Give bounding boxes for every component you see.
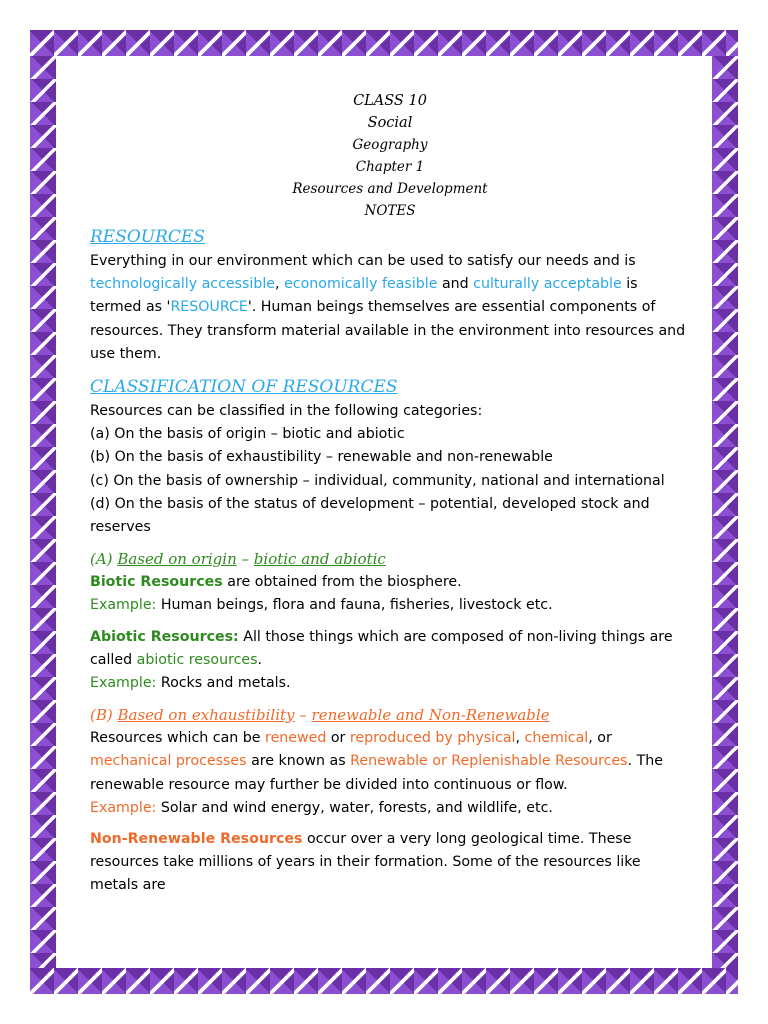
keyword-mechanical: mechanical processes <box>90 753 247 770</box>
text-run: are known as <box>246 753 351 770</box>
keyword-cult: culturally acceptable <box>473 276 622 293</box>
keyword-chemical: chemical <box>524 730 589 747</box>
example-label: Example: <box>90 799 157 816</box>
document-body <box>90 90 690 898</box>
biotic-label: Biotic Resources <box>90 574 223 591</box>
non-renewable-paragraph <box>90 828 690 898</box>
text-run: Human beings, flora and fauna, fisheries, livestock etc. <box>156 597 553 614</box>
notes-label: NOTES <box>364 203 416 219</box>
heading-word: CLASSIFICATION <box>90 377 247 398</box>
classification-intro: Resources can be classified in the following categories: <box>90 403 483 420</box>
border-right <box>712 56 738 968</box>
abiotic-label: Abiotic Resources: <box>90 628 239 645</box>
text-run: Based on origin <box>117 550 237 569</box>
border-bottom <box>30 968 738 994</box>
text-run: termed as ' <box>90 299 171 316</box>
origin-heading <box>90 547 690 571</box>
classification-item-a: (a) On the basis of origin – biotic and abiotic <box>90 426 405 443</box>
text-run: – <box>236 550 254 569</box>
text-run: All those things which are composed of non-living things are called <box>90 628 673 668</box>
subject-label: Social <box>367 115 413 131</box>
chapter-title: Resources and Development <box>292 181 488 197</box>
keyword-econ: economically feasible <box>284 276 438 293</box>
text-run: Resources which can be <box>90 730 266 747</box>
heading-word: RESOURCES <box>282 377 398 398</box>
text-run: and <box>437 276 474 293</box>
heading-word: OF <box>251 377 278 398</box>
classification-item-c: (c) On the basis of ownership – individual, community, national and international <box>90 472 665 489</box>
keyword-renewed: renewed <box>265 730 327 747</box>
classification-item-d: (d) On the basis of the status of development – potential, developed stock and reserves <box>90 495 650 536</box>
abiotic-example <box>90 672 690 695</box>
biotic-paragraph <box>90 571 690 594</box>
text-run: Everything in our environment which can be used to satisfy our needs and is <box>90 253 636 269</box>
text-run: renewable and Non-Renewable <box>311 706 550 725</box>
abiotic-paragraph <box>90 626 690 672</box>
text-run: , <box>275 276 285 293</box>
class-label: CLASS 10 <box>353 93 427 109</box>
text-run: – <box>294 706 312 725</box>
text-run: '. Human beings themselves are essential components of resources. They transform material available in the environment into resources and use them. <box>90 299 686 362</box>
document-header <box>90 90 690 222</box>
text-run: Based on exhaustibility <box>117 706 295 725</box>
text-run: Solar and wind energy, water, forests, and wildlife, etc. <box>156 799 553 816</box>
keyword-reproduced: reproduced by physical <box>349 730 516 747</box>
branch-label: Geography <box>352 137 428 153</box>
border-left <box>30 56 56 968</box>
keyword-renewable: Renewable or Replenishable Resources <box>350 753 628 770</box>
text-run: biotic and abiotic <box>253 550 386 569</box>
exhaust-heading <box>90 703 690 727</box>
example-label: Example: <box>90 597 157 614</box>
biotic-example <box>90 594 690 617</box>
classification-item-b: (b) On the basis of exhaustibility – renewable and non-renewable <box>90 449 553 466</box>
text-run: or <box>326 730 350 747</box>
keyword-abiotic: abiotic resources <box>136 651 258 668</box>
chapter-label: Chapter 1 <box>355 159 425 175</box>
keyword-tech: technologically accessible <box>90 276 276 293</box>
classification-heading <box>90 374 690 400</box>
renewable-example <box>90 797 690 820</box>
text-run: (B) <box>90 706 118 725</box>
text-run: (A) <box>90 550 118 569</box>
example-label: Example: <box>90 675 157 692</box>
resources-paragraph <box>90 250 690 366</box>
text-run: occur over a very long geological time. These resources take millions of years in their formation. Some of the resources like metals are <box>90 831 641 894</box>
text-run: Rocks and metals. <box>156 675 291 692</box>
text-run: . The renewable resource may further be divided into continuous or flow. <box>90 753 663 793</box>
text-run: are obtained from the biosphere. <box>222 574 462 591</box>
resources-heading: RESOURCES <box>90 227 205 247</box>
text-run: is <box>621 276 638 293</box>
text-run: , or <box>588 730 612 747</box>
text-run: . <box>257 651 263 668</box>
text-run: , <box>515 730 525 747</box>
border-top <box>30 30 738 56</box>
keyword-resource: RESOURCE <box>170 299 248 316</box>
renewable-paragraph <box>90 727 690 797</box>
non-renewable-label: Non-Renewable Resources <box>90 831 303 848</box>
